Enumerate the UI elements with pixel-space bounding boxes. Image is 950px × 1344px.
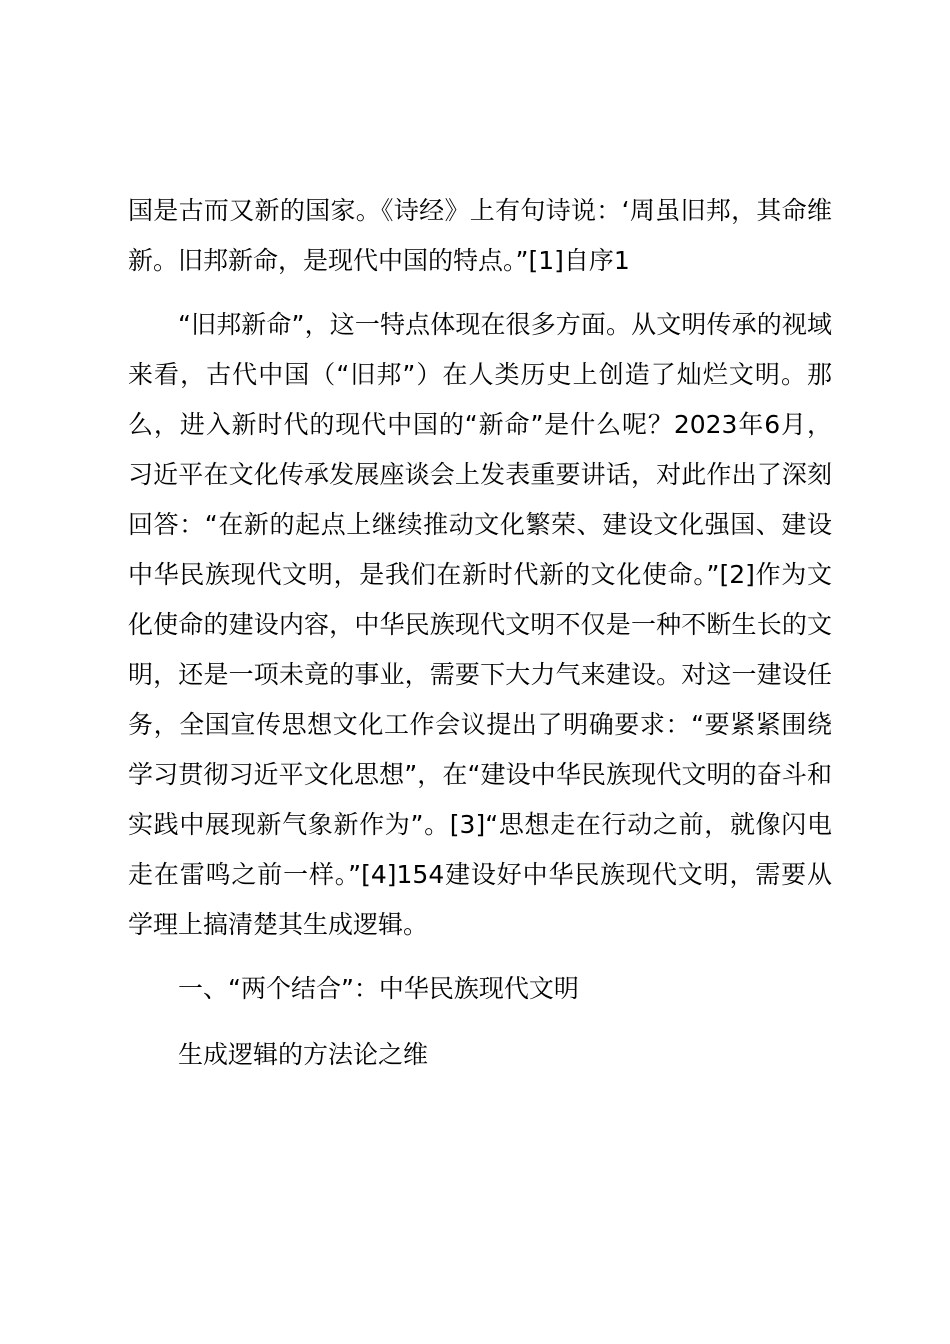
paragraph-continuation: 国是古而又新的国家。《诗经》上有句诗说：‘周虽旧邦，其命维新。旧邦新命，是现代中国的特点。”[1]自序1 <box>128 196 832 275</box>
section-heading-line-1: 一、“两个结合”：中华民族现代文明 <box>178 974 579 1003</box>
section-heading-line-2: 生成逻辑的方法论之维 <box>178 1040 429 1069</box>
paragraph-old-state-new-mission: “旧邦新命”，这一特点体现在很多方面。从文明传承的视域来看，古代中国（“旧邦”）在人类历史上创造了灿烂文明。那么，进入新时代的现代中国的“新命”是什么呢？2023年6月，习近平在文化传承发展座谈会上发表重要讲话，对此作出了深刻回答：“在新的起点上继续推动文化繁荣、建设文化强国、建设中华民族现代文明，是我们在新时代新的文化使命。”[2]作为文化使命的建设内容，中华民族现代文明不仅是一种不断生长的文明，还是一项未竟的事业，需要下大力气来建设。对这一建设任务，全国宣传思想文化工作会议提出了明确要求：“要紧紧围绕学习贯彻习近平文化思想”，在“建设中华民族现代文明的奋斗和实践中展现新气象新作为”。[3]“思想走在行动之前，就像闪电走在雷鸣之前一样。”[4]154建设好中华民族现代文明，需要从学理上搞清楚其生成逻辑。 <box>128 310 832 939</box>
document-body <box>128 186 832 1080</box>
